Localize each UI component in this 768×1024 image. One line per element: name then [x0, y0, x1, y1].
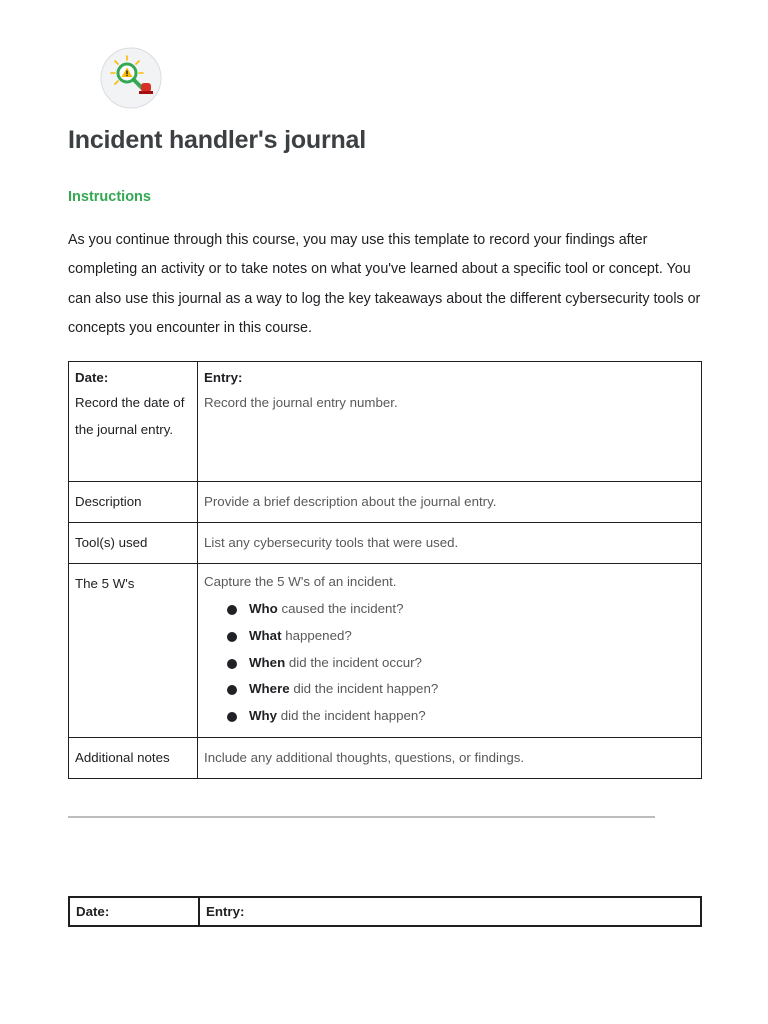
five-ws-cell[interactable] [198, 564, 702, 738]
list-item [227, 703, 695, 730]
bullet-icon [227, 605, 237, 615]
entry-hint: Record the journal entry number. [204, 395, 398, 410]
ws-keyword: Who [249, 601, 278, 616]
entry-label: Entry: [204, 370, 243, 385]
date-cell[interactable] [69, 362, 198, 482]
list-item [227, 623, 695, 650]
date-hint: Record the date of the journal entry. [75, 395, 185, 437]
ws-question: did the incident occur? [285, 654, 422, 670]
instructions-paragraph: As you continue through this course, you may use this template to record your findings after completing an activity or to take notes on what you've learned about a specific tool or concept. You can also use this journal as a way to log the key takeaways about the different cybersecurity tools or concepts you encounter in this course. [68, 232, 701, 336]
entry-cell[interactable] [198, 362, 702, 482]
ws-keyword: Where [249, 681, 290, 697]
table-row-tools [69, 523, 702, 564]
notes-cell[interactable]: Include any additional thoughts, questions, or findings. [198, 738, 702, 779]
date-label-2: Date: [76, 904, 110, 919]
journal-entry-table-2 [68, 896, 702, 927]
ws-keyword: What [249, 627, 282, 643]
section-divider [68, 816, 655, 818]
journal-entry-table [68, 361, 702, 779]
ws-question: happened? [281, 627, 352, 643]
table-row-date-entry-2 [69, 897, 701, 926]
page-title: Incident handler's journal [68, 126, 367, 154]
date-cell-2[interactable] [69, 897, 199, 926]
ws-keyword: When [249, 654, 286, 670]
ws-question: did the incident happen? [289, 681, 439, 697]
tools-cell[interactable]: List any cybersecurity tools that were used. [198, 523, 702, 564]
table-row-notes [69, 738, 702, 779]
bullet-icon [227, 685, 237, 695]
list-item [227, 650, 695, 677]
bullet-icon [227, 712, 237, 722]
instructions-heading: Instructions [68, 189, 151, 205]
five-ws-list [204, 596, 695, 730]
five-ws-label [69, 564, 198, 738]
magnifier-warning-siren-icon [100, 47, 162, 109]
ws-question: caused the incident? [277, 601, 404, 616]
entry-label-2: Entry: [206, 904, 245, 919]
table-row-five-ws [69, 564, 702, 738]
ws-keyword: Why [249, 708, 278, 724]
list-item [227, 676, 695, 703]
table-row-description [69, 482, 702, 523]
ws-question: did the incident happen? [277, 708, 426, 724]
bullet-icon [227, 632, 237, 642]
date-label: Date: [75, 370, 109, 385]
bullet-icon [227, 659, 237, 669]
notes-label: Additional notes [69, 738, 198, 779]
list-item [227, 596, 695, 623]
five-ws-intro: Capture the 5 W's of an incident. [204, 574, 397, 589]
description-cell[interactable]: Provide a brief description about the journal entry. [198, 482, 702, 523]
description-label: Description [69, 482, 198, 523]
table-row-date-entry [69, 362, 702, 482]
five-ws-label-text: The 5 W's [75, 576, 135, 591]
entry-cell-2[interactable] [199, 897, 701, 926]
journal-logo [100, 47, 162, 109]
tools-label: Tool(s) used [69, 523, 198, 564]
